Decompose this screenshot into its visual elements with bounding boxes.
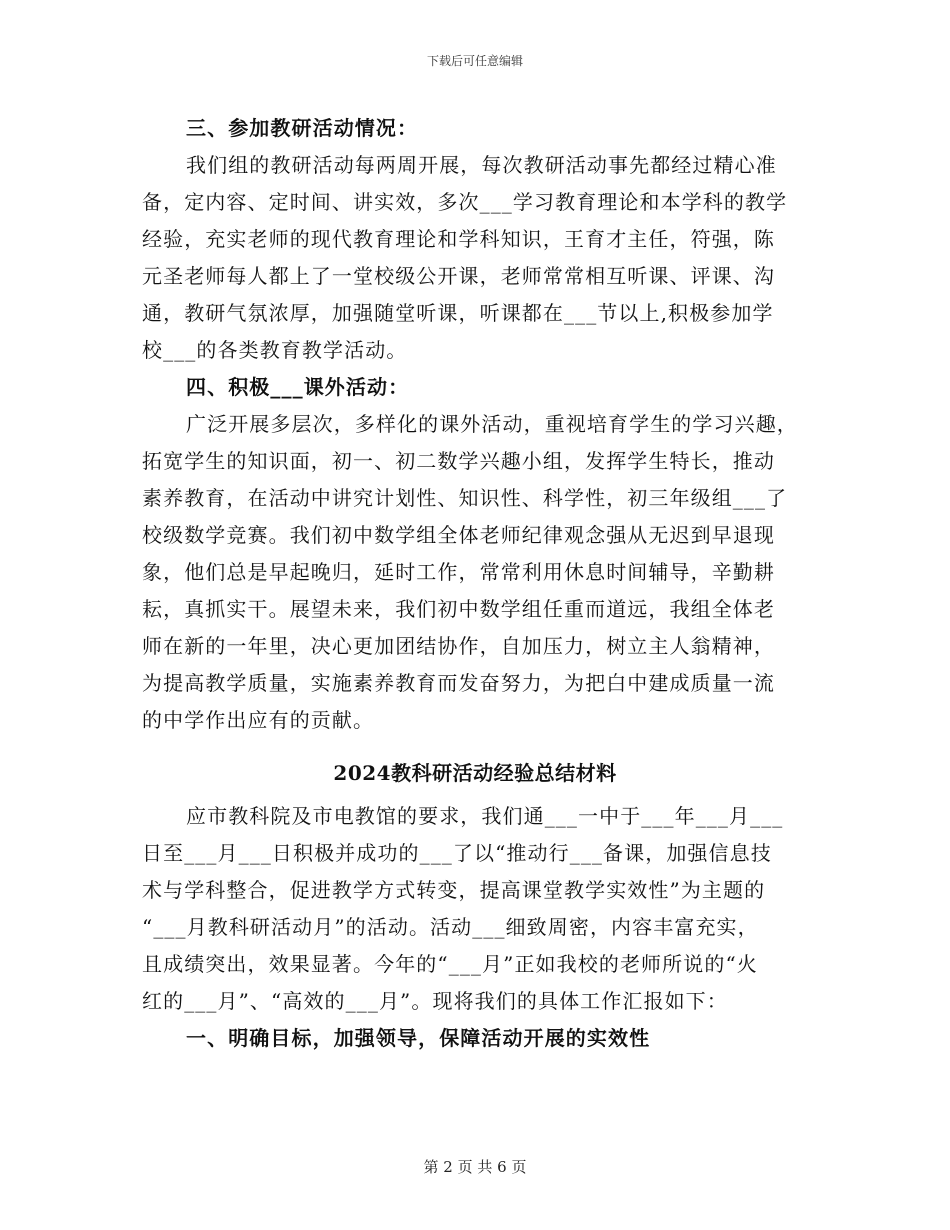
- section-heading: 一、明确目标，加强领导，保障活动开展的实效性: [186, 1026, 651, 1050]
- page-footer: 第 2 页 共 6 页: [423, 1158, 527, 1176]
- paragraph-line: 日至___月___日积极并成功的___了以“推动行___备课，加强信息技: [142, 841, 772, 865]
- paragraph-line: 广泛开展多层次，多样化的课外活动，重视培育学生的学习兴趣，: [186, 412, 798, 436]
- paragraph-line: “___月教科研活动月”的活动。活动___细致周密，内容丰富充实，: [142, 915, 759, 939]
- paragraph-line: 经验，充实老师的现代教育理论和学科知识，王育才主任，符强，陈: [142, 227, 775, 251]
- paragraph-line: 素养教育，在活动中讲究计划性、知识性、科学性，初三年级组___了: [142, 486, 788, 510]
- paragraph-line: 象，他们总是早起晚归，延时工作，常常利用休息时间辅导，辛勤耕: [142, 560, 775, 584]
- page-header: 下载后可任意编辑: [426, 54, 523, 68]
- paragraph-line: 通，教研气氛浓厚，加强随堂听课，听课都在___节以上,积极参加学: [142, 301, 774, 325]
- paragraph-line: 应市教科院及市电教馆的要求，我们通___一中于___年___月___: [186, 804, 784, 828]
- paragraph-line: 校级数学竞赛。我们初中数学组全体老师纪律观念强从无迟到早退现: [142, 523, 775, 547]
- paragraph-line: 元圣老师每人都上了一堂校级公开课，老师常常相互听课、评课、沟: [142, 264, 775, 288]
- paragraph-line: 备，定内容、定时间、讲实效，多次___学习教育理论和本学科的教学: [142, 190, 788, 214]
- article-title: 2024教科研活动经验总结材料: [333, 761, 617, 785]
- paragraph-line: 术与学科整合，促进教学方式转变，提高课堂教学实效性”为主题的: [142, 878, 766, 902]
- paragraph-line: 红的___月”、“高效的___月”。现将我们的具体工作汇报如下：: [142, 989, 728, 1013]
- paragraph-line: 为提高教学质量，实施素养教育而发奋努力，为把白中建成质量一流: [142, 671, 775, 695]
- paragraph-line: 且成绩突出，效果显著。今年的“___月”正如我校的老师所说的“火: [142, 952, 758, 976]
- paragraph-line: 耘，真抓实干。展望未来，我们初中数学组任重而道远，我组全体老: [142, 597, 775, 621]
- section-heading: 四、积极___课外活动：: [186, 375, 410, 399]
- paragraph-line: 的中学作出应有的贡献。: [142, 708, 375, 732]
- document-body: [142, 110, 808, 1057]
- paragraph-line: 我们组的教研活动每两周开展，每次教研活动事先都经过精心准: [186, 153, 777, 177]
- paragraph-line: 拓宽学生的知识面，初一、初二数学兴趣小组，发挥学生特长，推动: [142, 449, 775, 473]
- paragraph-line: 校___的各类教育教学活动。: [142, 338, 408, 362]
- paragraph-line: 师在新的一年里，决心更加团结协作，自加压力，树立主人翁精神，: [142, 634, 775, 658]
- section-heading: 三、参加教研活动情况：: [186, 116, 419, 140]
